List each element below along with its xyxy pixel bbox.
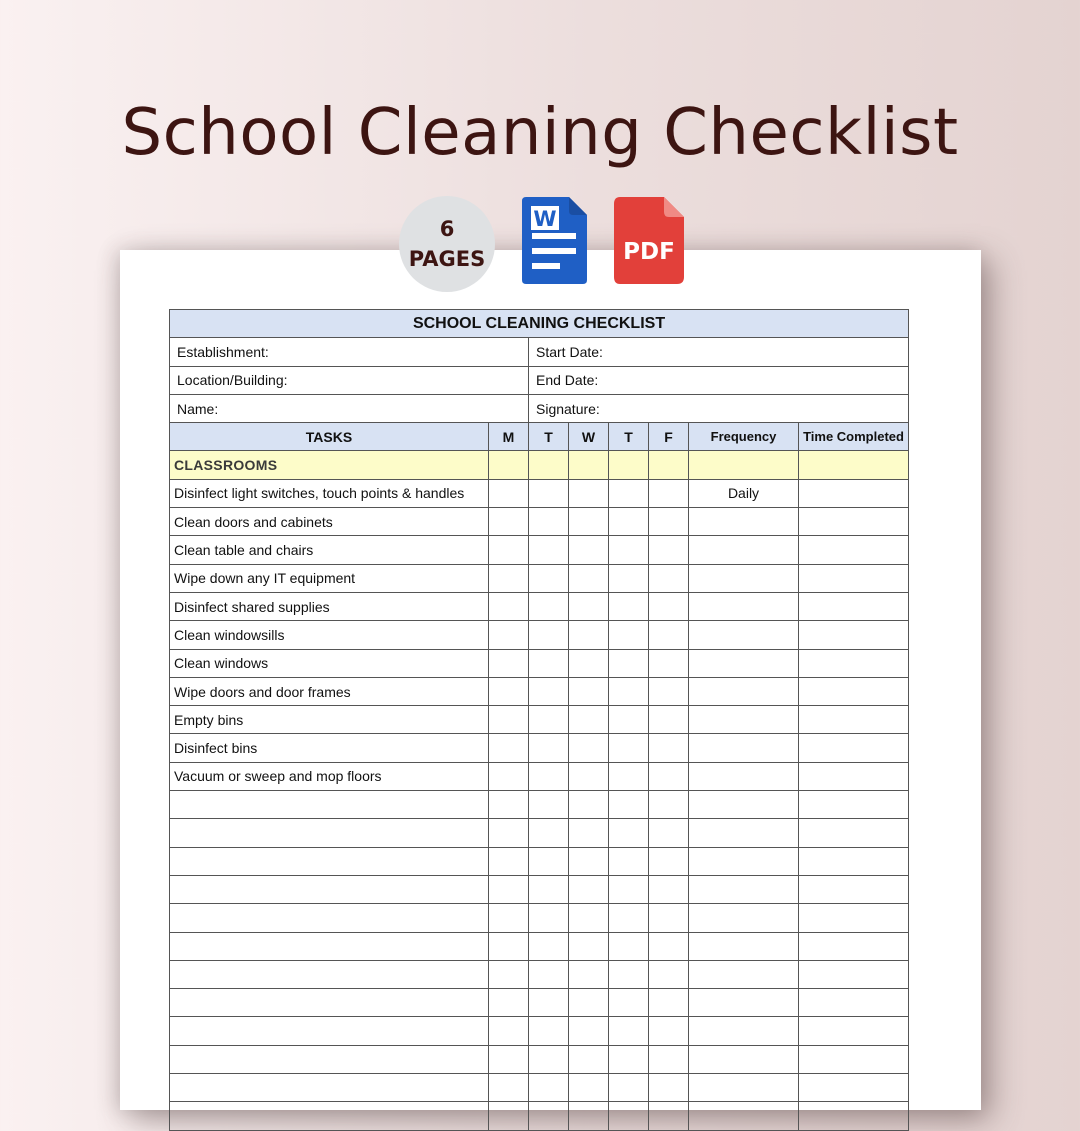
column-header-row <box>170 423 909 451</box>
check-cell-thursday[interactable] <box>609 1102 649 1130</box>
check-cell-friday[interactable] <box>649 1102 689 1130</box>
end-date-field[interactable]: End Date: <box>529 366 909 394</box>
col-header-wednesday: W <box>569 423 609 451</box>
check-cell-friday[interactable] <box>649 677 689 705</box>
check-cell-friday[interactable] <box>649 791 689 819</box>
task-row <box>170 592 909 620</box>
pages-unit: PAGES <box>408 247 486 271</box>
frequency-cell[interactable] <box>689 1017 799 1045</box>
task-row <box>170 791 909 819</box>
check-cell-tuesday[interactable] <box>529 762 569 790</box>
time-completed-cell[interactable] <box>799 649 909 677</box>
task-cell[interactable] <box>170 932 489 960</box>
task-cell[interactable]: Wipe down any IT equipment <box>170 564 489 592</box>
pages-count-badge <box>399 196 495 292</box>
cleaning-checklist-table <box>169 309 909 1131</box>
page-title: School Cleaning Checklist <box>121 96 959 170</box>
check-cell-wednesday[interactable] <box>569 847 609 875</box>
frequency-cell[interactable] <box>689 564 799 592</box>
task-cell[interactable]: Vacuum or sweep and mop floors <box>170 762 489 790</box>
check-cell-wednesday[interactable] <box>569 592 609 620</box>
check-cell-wednesday[interactable] <box>569 762 609 790</box>
check-cell-tuesday[interactable] <box>529 847 569 875</box>
word-document-icon <box>521 197 589 285</box>
check-cell-tuesday[interactable] <box>529 479 569 507</box>
section-cell <box>649 451 689 479</box>
check-cell-monday[interactable] <box>489 677 529 705</box>
check-cell-wednesday[interactable] <box>569 677 609 705</box>
section-cell <box>689 451 799 479</box>
check-cell-tuesday[interactable] <box>529 960 569 988</box>
check-cell-thursday[interactable] <box>609 875 649 903</box>
time-completed-cell[interactable] <box>799 706 909 734</box>
task-cell[interactable] <box>170 960 489 988</box>
check-cell-thursday[interactable] <box>609 592 649 620</box>
check-cell-tuesday[interactable] <box>529 1045 569 1073</box>
check-cell-tuesday[interactable] <box>529 592 569 620</box>
section-row <box>170 451 909 479</box>
pages-count: 6 <box>439 217 455 241</box>
time-completed-cell[interactable] <box>799 791 909 819</box>
check-cell-monday[interactable] <box>489 734 529 762</box>
check-cell-thursday[interactable] <box>609 762 649 790</box>
check-cell-monday[interactable] <box>489 1017 529 1045</box>
check-cell-thursday[interactable] <box>609 791 649 819</box>
check-cell-monday[interactable] <box>489 592 529 620</box>
pdf-label: PDF <box>623 239 675 265</box>
word-letter: W <box>533 207 557 231</box>
task-cell[interactable]: Disinfect bins <box>170 734 489 762</box>
check-cell-thursday[interactable] <box>609 1045 649 1073</box>
frequency-cell[interactable] <box>689 1045 799 1073</box>
check-cell-monday[interactable] <box>489 508 529 536</box>
check-cell-tuesday[interactable] <box>529 1102 569 1130</box>
task-row <box>170 819 909 847</box>
task-row <box>170 564 909 592</box>
time-completed-cell[interactable] <box>799 592 909 620</box>
check-cell-tuesday[interactable] <box>529 932 569 960</box>
check-cell-monday[interactable] <box>489 819 529 847</box>
check-cell-tuesday[interactable] <box>529 508 569 536</box>
check-cell-monday[interactable] <box>489 536 529 564</box>
check-cell-tuesday[interactable] <box>529 989 569 1017</box>
frequency-cell[interactable] <box>689 791 799 819</box>
check-cell-monday[interactable] <box>489 564 529 592</box>
task-cell[interactable]: Clean windowsills <box>170 621 489 649</box>
check-cell-wednesday[interactable] <box>569 791 609 819</box>
time-completed-cell[interactable] <box>799 734 909 762</box>
task-row <box>170 1045 909 1073</box>
task-row <box>170 677 909 705</box>
check-cell-thursday[interactable] <box>609 1074 649 1102</box>
task-row <box>170 1074 909 1102</box>
check-cell-thursday[interactable] <box>609 932 649 960</box>
name-field[interactable]: Name: <box>170 394 529 422</box>
check-cell-thursday[interactable] <box>609 819 649 847</box>
check-cell-tuesday[interactable] <box>529 875 569 903</box>
check-cell-wednesday[interactable] <box>569 1102 609 1130</box>
task-row <box>170 932 909 960</box>
time-completed-cell[interactable] <box>799 1045 909 1073</box>
task-cell[interactable]: Wipe doors and door frames <box>170 677 489 705</box>
check-cell-tuesday[interactable] <box>529 706 569 734</box>
task-cell[interactable]: Clean table and chairs <box>170 536 489 564</box>
check-cell-friday[interactable] <box>649 989 689 1017</box>
task-cell[interactable] <box>170 1074 489 1102</box>
check-cell-friday[interactable] <box>649 734 689 762</box>
check-cell-wednesday[interactable] <box>569 1045 609 1073</box>
task-row <box>170 989 909 1017</box>
check-cell-monday[interactable] <box>489 989 529 1017</box>
frequency-cell[interactable] <box>689 1074 799 1102</box>
check-cell-wednesday[interactable] <box>569 508 609 536</box>
task-row <box>170 847 909 875</box>
start-date-field[interactable]: Start Date: <box>529 338 909 366</box>
check-cell-friday[interactable] <box>649 1045 689 1073</box>
task-cell[interactable] <box>170 904 489 932</box>
check-cell-friday[interactable] <box>649 592 689 620</box>
frequency-cell[interactable] <box>689 1102 799 1130</box>
check-cell-monday[interactable] <box>489 847 529 875</box>
check-cell-monday[interactable] <box>489 649 529 677</box>
time-completed-cell[interactable] <box>799 847 909 875</box>
pdf-document-icon <box>614 197 686 285</box>
establishment-field[interactable]: Establishment: <box>170 338 529 366</box>
check-cell-tuesday[interactable] <box>529 536 569 564</box>
check-cell-monday[interactable] <box>489 706 529 734</box>
task-row <box>170 960 909 988</box>
time-completed-cell[interactable] <box>799 1074 909 1102</box>
task-row <box>170 649 909 677</box>
task-row <box>170 536 909 564</box>
frequency-cell[interactable] <box>689 677 799 705</box>
check-cell-wednesday[interactable] <box>569 734 609 762</box>
check-cell-monday[interactable] <box>489 904 529 932</box>
check-cell-thursday[interactable] <box>609 989 649 1017</box>
signature-field[interactable]: Signature: <box>529 394 909 422</box>
check-cell-wednesday[interactable] <box>569 479 609 507</box>
check-cell-thursday[interactable] <box>609 649 649 677</box>
check-cell-friday[interactable] <box>649 904 689 932</box>
check-cell-tuesday[interactable] <box>529 1074 569 1102</box>
task-row <box>170 875 909 903</box>
task-cell[interactable] <box>170 875 489 903</box>
check-cell-thursday[interactable] <box>609 564 649 592</box>
task-cell[interactable] <box>170 1102 489 1130</box>
check-cell-monday[interactable] <box>489 621 529 649</box>
check-cell-thursday[interactable] <box>609 1017 649 1045</box>
check-cell-friday[interactable] <box>649 819 689 847</box>
time-completed-cell[interactable] <box>799 479 909 507</box>
check-cell-wednesday[interactable] <box>569 960 609 988</box>
task-row <box>170 762 909 790</box>
col-header-tasks: TASKS <box>170 423 489 451</box>
check-cell-monday[interactable] <box>489 1045 529 1073</box>
check-cell-thursday[interactable] <box>609 677 649 705</box>
check-cell-monday[interactable] <box>489 960 529 988</box>
task-cell[interactable] <box>170 989 489 1017</box>
task-cell[interactable] <box>170 819 489 847</box>
check-cell-wednesday[interactable] <box>569 1017 609 1045</box>
task-row <box>170 508 909 536</box>
task-cell[interactable]: Disinfect light switches, touch points & handles <box>170 479 489 507</box>
check-cell-monday[interactable] <box>489 932 529 960</box>
check-cell-monday[interactable] <box>489 1102 529 1130</box>
check-cell-tuesday[interactable] <box>529 649 569 677</box>
task-row <box>170 1102 909 1130</box>
frequency-cell[interactable] <box>689 847 799 875</box>
frequency-cell[interactable] <box>689 536 799 564</box>
task-row <box>170 734 909 762</box>
check-cell-thursday[interactable] <box>609 904 649 932</box>
check-cell-monday[interactable] <box>489 875 529 903</box>
check-cell-wednesday[interactable] <box>569 706 609 734</box>
check-cell-tuesday[interactable] <box>529 734 569 762</box>
check-cell-monday[interactable] <box>489 762 529 790</box>
time-completed-cell[interactable] <box>799 564 909 592</box>
check-cell-wednesday[interactable] <box>569 875 609 903</box>
check-cell-tuesday[interactable] <box>529 677 569 705</box>
check-cell-wednesday[interactable] <box>569 932 609 960</box>
check-cell-thursday[interactable] <box>609 508 649 536</box>
frequency-cell[interactable] <box>689 875 799 903</box>
checklist-sheet <box>120 250 981 1110</box>
check-cell-thursday[interactable] <box>609 734 649 762</box>
col-header-friday: F <box>649 423 689 451</box>
check-cell-tuesday[interactable] <box>529 621 569 649</box>
check-cell-thursday[interactable] <box>609 621 649 649</box>
frequency-cell[interactable] <box>689 904 799 932</box>
check-cell-friday[interactable] <box>649 1017 689 1045</box>
time-completed-cell[interactable] <box>799 1102 909 1130</box>
frequency-cell[interactable] <box>689 762 799 790</box>
check-cell-friday[interactable] <box>649 564 689 592</box>
frequency-cell[interactable] <box>689 989 799 1017</box>
check-cell-friday[interactable] <box>649 875 689 903</box>
check-cell-tuesday[interactable] <box>529 904 569 932</box>
time-completed-cell[interactable] <box>799 989 909 1017</box>
check-cell-friday[interactable] <box>649 1074 689 1102</box>
section-cell <box>489 451 529 479</box>
col-header-tuesday: T <box>529 423 569 451</box>
check-cell-monday[interactable] <box>489 791 529 819</box>
check-cell-wednesday[interactable] <box>569 989 609 1017</box>
check-cell-wednesday[interactable] <box>569 564 609 592</box>
check-cell-friday[interactable] <box>649 960 689 988</box>
time-completed-cell[interactable] <box>799 536 909 564</box>
check-cell-friday[interactable] <box>649 762 689 790</box>
time-completed-cell[interactable] <box>799 1017 909 1045</box>
check-cell-monday[interactable] <box>489 1074 529 1102</box>
task-row <box>170 706 909 734</box>
col-header-thursday: T <box>609 423 649 451</box>
check-cell-friday[interactable] <box>649 932 689 960</box>
task-cell[interactable] <box>170 791 489 819</box>
frequency-cell[interactable] <box>689 621 799 649</box>
task-row <box>170 1017 909 1045</box>
check-cell-thursday[interactable] <box>609 706 649 734</box>
frequency-cell[interactable] <box>689 706 799 734</box>
check-cell-friday[interactable] <box>649 536 689 564</box>
task-row <box>170 479 909 507</box>
section-label: CLASSROOMS <box>170 451 489 479</box>
check-cell-tuesday[interactable] <box>529 819 569 847</box>
check-cell-thursday[interactable] <box>609 960 649 988</box>
frequency-cell[interactable] <box>689 960 799 988</box>
check-cell-thursday[interactable] <box>609 847 649 875</box>
task-row <box>170 621 909 649</box>
time-completed-cell[interactable] <box>799 621 909 649</box>
col-header-monday: M <box>489 423 529 451</box>
frequency-cell[interactable] <box>689 819 799 847</box>
check-cell-friday[interactable] <box>649 621 689 649</box>
check-cell-wednesday[interactable] <box>569 904 609 932</box>
checklist-title: SCHOOL CLEANING CHECKLIST <box>170 310 909 338</box>
time-completed-cell[interactable] <box>799 904 909 932</box>
section-cell <box>569 451 609 479</box>
section-cell <box>529 451 569 479</box>
task-cell[interactable] <box>170 1017 489 1045</box>
time-completed-cell[interactable] <box>799 932 909 960</box>
check-cell-thursday[interactable] <box>609 479 649 507</box>
check-cell-tuesday[interactable] <box>529 564 569 592</box>
frequency-cell[interactable] <box>689 508 799 536</box>
frequency-cell[interactable] <box>689 932 799 960</box>
location-field[interactable]: Location/Building: <box>170 366 529 394</box>
check-cell-wednesday[interactable] <box>569 536 609 564</box>
check-cell-tuesday[interactable] <box>529 1017 569 1045</box>
frequency-cell[interactable] <box>689 592 799 620</box>
check-cell-friday[interactable] <box>649 508 689 536</box>
task-cell[interactable]: Disinfect shared supplies <box>170 592 489 620</box>
frequency-cell[interactable] <box>689 649 799 677</box>
col-header-frequency: Frequency <box>689 423 799 451</box>
check-cell-wednesday[interactable] <box>569 621 609 649</box>
check-cell-wednesday[interactable] <box>569 819 609 847</box>
check-cell-wednesday[interactable] <box>569 1074 609 1102</box>
task-cell[interactable]: Clean doors and cabinets <box>170 508 489 536</box>
check-cell-friday[interactable] <box>649 706 689 734</box>
time-completed-cell[interactable] <box>799 960 909 988</box>
check-cell-friday[interactable] <box>649 847 689 875</box>
col-header-time-completed: Time Completed <box>799 423 909 451</box>
task-row <box>170 904 909 932</box>
task-cell[interactable]: Empty bins <box>170 706 489 734</box>
check-cell-thursday[interactable] <box>609 536 649 564</box>
time-completed-cell[interactable] <box>799 508 909 536</box>
time-completed-cell[interactable] <box>799 819 909 847</box>
task-cell[interactable]: Clean windows <box>170 649 489 677</box>
frequency-cell[interactable] <box>689 734 799 762</box>
task-cell[interactable] <box>170 1045 489 1073</box>
check-cell-friday[interactable] <box>649 649 689 677</box>
check-cell-wednesday[interactable] <box>569 649 609 677</box>
frequency-cell[interactable]: Daily <box>689 479 799 507</box>
time-completed-cell[interactable] <box>799 677 909 705</box>
time-completed-cell[interactable] <box>799 875 909 903</box>
section-cell <box>609 451 649 479</box>
check-cell-tuesday[interactable] <box>529 791 569 819</box>
check-cell-friday[interactable] <box>649 479 689 507</box>
section-cell <box>799 451 909 479</box>
check-cell-monday[interactable] <box>489 479 529 507</box>
task-cell[interactable] <box>170 847 489 875</box>
time-completed-cell[interactable] <box>799 762 909 790</box>
